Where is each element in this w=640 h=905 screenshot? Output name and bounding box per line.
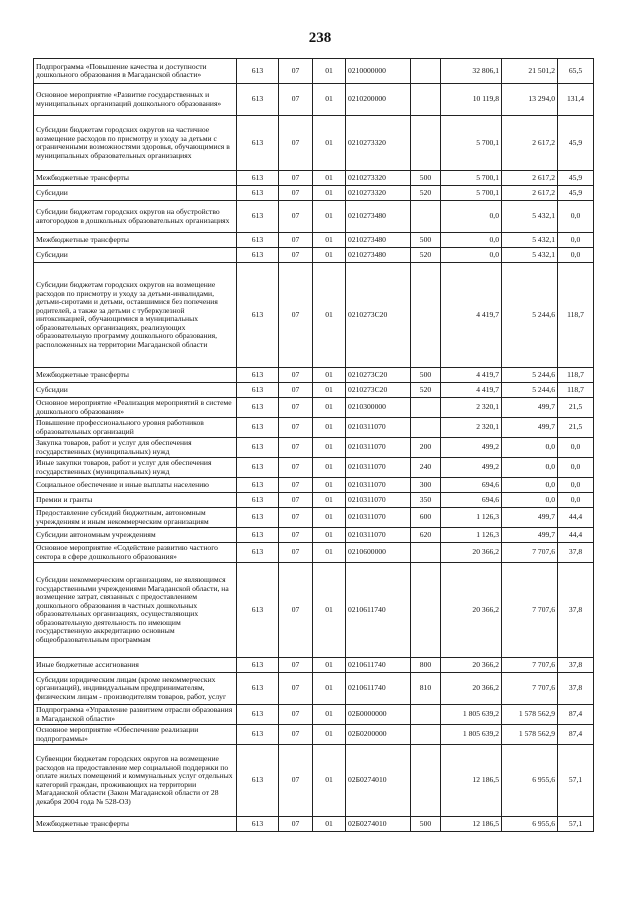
row-planned: 2 320,1 — [441, 418, 502, 438]
row-name: Субсидии бюджетам городских округов на возмещение расходов по присмотру и уходу за детьми-инвалидами, детьми-сиротами и детьми, оставшимися без попечения родителей, а также за детьми с туберкулезной интоксикацией, обучающимися в муниципальных образовательных организациях, реализующих образовательную программу дошкольного образования, расположенных на территории Магаданской области — [34, 263, 237, 368]
row-name: Субсидии бюджетам городских округов на обустройство автогородков в дошкольных образовательных организациях — [34, 201, 237, 233]
row-percent: 0,0 — [558, 201, 594, 233]
row-name: Субсидии — [34, 383, 237, 398]
row-name: Межбюджетные трансферты — [34, 171, 237, 186]
row-code: 613 — [237, 263, 279, 368]
row-percent: 45,9 — [558, 171, 594, 186]
row-subsection: 01 — [313, 745, 346, 817]
row-expense-type — [411, 563, 441, 658]
row-actual: 7 707,6 — [502, 563, 558, 658]
row-planned: 4 419,7 — [441, 368, 502, 383]
row-percent: 87,4 — [558, 725, 594, 745]
table-row — [34, 528, 594, 543]
table-body — [34, 59, 594, 832]
row-code: 613 — [237, 745, 279, 817]
row-subsection: 01 — [313, 493, 346, 508]
row-subsection: 01 — [313, 233, 346, 248]
row-planned: 694,6 — [441, 493, 502, 508]
row-actual: 499,7 — [502, 508, 558, 528]
table-row — [34, 263, 594, 368]
row-article: 02Б0274010 — [346, 817, 411, 832]
row-percent: 0,0 — [558, 458, 594, 478]
row-name: Социальное обеспечение и иные выплаты населению — [34, 478, 237, 493]
row-actual: 499,7 — [502, 398, 558, 418]
row-name: Основное мероприятие «Обеспечение реализации подпрограммы» — [34, 725, 237, 745]
row-subsection: 01 — [313, 528, 346, 543]
row-expense-type — [411, 418, 441, 438]
row-actual: 7 707,6 — [502, 543, 558, 563]
row-article: 0210611740 — [346, 658, 411, 673]
row-section: 07 — [279, 84, 313, 116]
row-name: Субсидии — [34, 248, 237, 263]
row-article: 0210273480 — [346, 248, 411, 263]
row-planned: 1 805 639,2 — [441, 705, 502, 725]
table-row — [34, 745, 594, 817]
row-expense-type — [411, 543, 441, 563]
row-actual: 499,7 — [502, 528, 558, 543]
table-row — [34, 673, 594, 705]
row-code: 613 — [237, 817, 279, 832]
table-row — [34, 233, 594, 248]
row-section: 07 — [279, 725, 313, 745]
row-code: 613 — [237, 368, 279, 383]
row-actual: 2 617,2 — [502, 171, 558, 186]
table-row — [34, 478, 594, 493]
page-number: 238 — [308, 30, 332, 46]
row-code: 613 — [237, 59, 279, 84]
row-percent: 0,0 — [558, 233, 594, 248]
row-name: Предоставление субсидий бюджетным, автономным учреждениям и иным некоммерческим организациям — [34, 508, 237, 528]
row-planned: 10 119,8 — [441, 84, 502, 116]
row-expense-type: 240 — [411, 458, 441, 478]
row-percent: 57,1 — [558, 745, 594, 817]
row-section: 07 — [279, 673, 313, 705]
row-planned: 32 806,1 — [441, 59, 502, 84]
row-expense-type — [411, 59, 441, 84]
row-expense-type: 500 — [411, 368, 441, 383]
row-expense-type: 520 — [411, 186, 441, 201]
table-row — [34, 438, 594, 458]
table-row — [34, 705, 594, 725]
row-article: 0210300000 — [346, 398, 411, 418]
row-section: 07 — [279, 233, 313, 248]
row-code: 613 — [237, 438, 279, 458]
row-article: 0210311070 — [346, 478, 411, 493]
row-percent: 118,7 — [558, 263, 594, 368]
row-article: 0210273480 — [346, 201, 411, 233]
row-name: Иные закупки товаров, работ и услуг для обеспечения государственных (муниципальных) нужд — [34, 458, 237, 478]
row-code: 613 — [237, 563, 279, 658]
row-percent: 37,8 — [558, 658, 594, 673]
row-actual: 5 244,6 — [502, 383, 558, 398]
row-code: 613 — [237, 528, 279, 543]
row-name: Субсидии некоммерческим организациям, не являющимся государственными учреждениями Магаданской области, на возмещение затрат, связанных с предоставлением дошкольного образования в частных дошкольных образовательных организациях, осуществляющих образовательную деятельность по имеющим государственную аккредитацию основным общеобразовательным программам — [34, 563, 237, 658]
row-name: Межбюджетные трансферты — [34, 817, 237, 832]
row-section: 07 — [279, 478, 313, 493]
row-actual: 7 707,6 — [502, 658, 558, 673]
row-subsection: 01 — [313, 458, 346, 478]
row-percent: 0,0 — [558, 438, 594, 458]
row-subsection: 01 — [313, 478, 346, 493]
row-expense-type: 200 — [411, 438, 441, 458]
row-subsection: 01 — [313, 438, 346, 458]
row-name: Субсидии — [34, 186, 237, 201]
row-name: Премии и гранты — [34, 493, 237, 508]
row-expense-type: 350 — [411, 493, 441, 508]
row-article: 0210311070 — [346, 438, 411, 458]
row-article: 0210200000 — [346, 84, 411, 116]
table-row — [34, 186, 594, 201]
row-planned: 4 419,7 — [441, 383, 502, 398]
row-percent: 37,8 — [558, 563, 594, 658]
row-subsection: 01 — [313, 508, 346, 528]
row-percent: 118,7 — [558, 383, 594, 398]
row-subsection: 01 — [313, 171, 346, 186]
row-name: Субсидии автономным учреждениям — [34, 528, 237, 543]
row-section: 07 — [279, 248, 313, 263]
row-section: 07 — [279, 493, 313, 508]
row-percent: 45,9 — [558, 116, 594, 171]
row-section: 07 — [279, 186, 313, 201]
table-row — [34, 458, 594, 478]
budget-table — [33, 58, 594, 832]
row-article: 02Б0000000 — [346, 705, 411, 725]
row-code: 613 — [237, 418, 279, 438]
row-percent: 45,9 — [558, 186, 594, 201]
row-actual: 2 617,2 — [502, 186, 558, 201]
row-planned: 5 700,1 — [441, 116, 502, 171]
row-section: 07 — [279, 116, 313, 171]
row-planned: 1 126,3 — [441, 508, 502, 528]
row-expense-type: 520 — [411, 248, 441, 263]
table-row — [34, 658, 594, 673]
row-section: 07 — [279, 201, 313, 233]
row-code: 613 — [237, 725, 279, 745]
row-name: Межбюджетные трансферты — [34, 233, 237, 248]
row-subsection: 01 — [313, 543, 346, 563]
row-subsection: 01 — [313, 116, 346, 171]
row-name: Субвенции бюджетам городских округов на возмещение расходов на предоставление мер социальной поддержки по оплате жилых помещений и коммунальных услуг отдельных категорий граждан, проживающих на территории Магаданской области (Закон Магаданской области от 28 декабря 2004 года № 528-ОЗ) — [34, 745, 237, 817]
row-code: 613 — [237, 478, 279, 493]
row-name: Межбюджетные трансферты — [34, 368, 237, 383]
row-percent: 87,4 — [558, 705, 594, 725]
row-subsection: 01 — [313, 201, 346, 233]
row-planned: 5 700,1 — [441, 186, 502, 201]
row-section: 07 — [279, 368, 313, 383]
row-code: 613 — [237, 201, 279, 233]
row-subsection: 01 — [313, 817, 346, 832]
row-expense-type: 620 — [411, 528, 441, 543]
table-row — [34, 116, 594, 171]
row-subsection: 01 — [313, 398, 346, 418]
row-actual: 0,0 — [502, 478, 558, 493]
row-code: 613 — [237, 84, 279, 116]
row-percent: 57,1 — [558, 817, 594, 832]
row-percent: 0,0 — [558, 493, 594, 508]
row-actual: 0,0 — [502, 493, 558, 508]
row-article: 0210311070 — [346, 508, 411, 528]
table-row — [34, 563, 594, 658]
row-expense-type: 300 — [411, 478, 441, 493]
table-row — [34, 725, 594, 745]
table-row — [34, 508, 594, 528]
row-article: 0210273С20 — [346, 263, 411, 368]
row-article: 0210311070 — [346, 493, 411, 508]
row-planned: 499,2 — [441, 438, 502, 458]
row-actual: 5 244,6 — [502, 368, 558, 383]
row-article: 0210311070 — [346, 528, 411, 543]
row-planned: 1 126,3 — [441, 528, 502, 543]
row-subsection: 01 — [313, 563, 346, 658]
table-row — [34, 383, 594, 398]
row-expense-type — [411, 263, 441, 368]
row-actual: 7 707,6 — [502, 673, 558, 705]
row-planned: 20 366,2 — [441, 658, 502, 673]
row-article: 0210611740 — [346, 563, 411, 658]
row-name: Основное мероприятие «Содействие развитию частного сектора в сфере дошкольного образования» — [34, 543, 237, 563]
row-subsection: 01 — [313, 725, 346, 745]
row-percent: 21,5 — [558, 418, 594, 438]
row-subsection: 01 — [313, 186, 346, 201]
row-planned: 12 186,5 — [441, 817, 502, 832]
row-article: 0210611740 — [346, 673, 411, 705]
row-name: Закупка товаров, работ и услуг для обеспечения государственных (муниципальных) нужд — [34, 438, 237, 458]
row-expense-type: 500 — [411, 233, 441, 248]
row-subsection: 01 — [313, 658, 346, 673]
row-percent: 131,4 — [558, 84, 594, 116]
row-subsection: 01 — [313, 59, 346, 84]
row-code: 613 — [237, 171, 279, 186]
row-planned: 0,0 — [441, 233, 502, 248]
row-section: 07 — [279, 263, 313, 368]
row-actual: 5 432,1 — [502, 248, 558, 263]
row-actual: 5 432,1 — [502, 233, 558, 248]
table-row — [34, 59, 594, 84]
row-subsection: 01 — [313, 705, 346, 725]
row-article: 0210311070 — [346, 458, 411, 478]
table-row — [34, 817, 594, 832]
row-expense-type: 500 — [411, 171, 441, 186]
row-expense-type: 810 — [411, 673, 441, 705]
row-section: 07 — [279, 745, 313, 817]
table-row — [34, 248, 594, 263]
row-code: 613 — [237, 673, 279, 705]
table-row — [34, 493, 594, 508]
row-planned: 20 366,2 — [441, 563, 502, 658]
table-row — [34, 418, 594, 438]
row-name: Субсидии юридическим лицам (кроме некоммерческих организаций), индивидуальным предпринимателям, физическим лицам - производителям товаров, работ, услуг — [34, 673, 237, 705]
table-row — [34, 201, 594, 233]
row-code: 613 — [237, 658, 279, 673]
row-subsection: 01 — [313, 263, 346, 368]
row-subsection: 01 — [313, 84, 346, 116]
row-section: 07 — [279, 59, 313, 84]
row-code: 613 — [237, 383, 279, 398]
row-expense-type — [411, 201, 441, 233]
row-subsection: 01 — [313, 673, 346, 705]
row-expense-type — [411, 725, 441, 745]
row-actual: 499,7 — [502, 418, 558, 438]
row-actual: 21 501,2 — [502, 59, 558, 84]
row-percent: 21,5 — [558, 398, 594, 418]
row-planned: 4 419,7 — [441, 263, 502, 368]
row-code: 613 — [237, 398, 279, 418]
row-code: 613 — [237, 543, 279, 563]
row-article: 0210600000 — [346, 543, 411, 563]
row-section: 07 — [279, 658, 313, 673]
row-article: 0210000000 — [346, 59, 411, 84]
row-subsection: 01 — [313, 368, 346, 383]
row-section: 07 — [279, 543, 313, 563]
row-percent: 118,7 — [558, 368, 594, 383]
row-actual: 6 955,6 — [502, 817, 558, 832]
row-code: 613 — [237, 248, 279, 263]
row-article: 0210273320 — [346, 186, 411, 201]
table-row — [34, 171, 594, 186]
row-article: 0210273480 — [346, 233, 411, 248]
row-code: 613 — [237, 233, 279, 248]
row-name: Подпрограмма «Управление развитием отрасли образования в Магаданской области» — [34, 705, 237, 725]
row-subsection: 01 — [313, 383, 346, 398]
row-percent: 37,8 — [558, 673, 594, 705]
row-section: 07 — [279, 528, 313, 543]
row-article: 0210273320 — [346, 171, 411, 186]
row-expense-type — [411, 745, 441, 817]
row-section: 07 — [279, 458, 313, 478]
row-percent: 44,4 — [558, 508, 594, 528]
row-actual: 5 432,1 — [502, 201, 558, 233]
row-subsection: 01 — [313, 418, 346, 438]
row-section: 07 — [279, 418, 313, 438]
row-section: 07 — [279, 438, 313, 458]
row-actual: 1 578 562,9 — [502, 705, 558, 725]
row-planned: 1 805 639,2 — [441, 725, 502, 745]
row-percent: 0,0 — [558, 248, 594, 263]
row-actual: 2 617,2 — [502, 116, 558, 171]
row-article: 0210311070 — [346, 418, 411, 438]
row-article: 0210273С20 — [346, 368, 411, 383]
row-planned: 2 320,1 — [441, 398, 502, 418]
row-actual: 0,0 — [502, 458, 558, 478]
row-planned: 5 700,1 — [441, 171, 502, 186]
row-section: 07 — [279, 705, 313, 725]
row-percent: 37,8 — [558, 543, 594, 563]
row-planned: 0,0 — [441, 248, 502, 263]
row-percent: 44,4 — [558, 528, 594, 543]
row-planned: 499,2 — [441, 458, 502, 478]
table-row — [34, 398, 594, 418]
row-code: 613 — [237, 186, 279, 201]
row-planned: 20 366,2 — [441, 543, 502, 563]
row-actual: 5 244,6 — [502, 263, 558, 368]
row-code: 613 — [237, 508, 279, 528]
row-percent: 65,5 — [558, 59, 594, 84]
row-code: 613 — [237, 116, 279, 171]
row-name: Подпрограмма «Повышение качества и доступности дошкольного образования в Магаданской области» — [34, 59, 237, 84]
row-section: 07 — [279, 508, 313, 528]
row-section: 07 — [279, 398, 313, 418]
row-planned: 0,0 — [441, 201, 502, 233]
row-section: 07 — [279, 817, 313, 832]
table-row — [34, 543, 594, 563]
row-planned: 20 366,2 — [441, 673, 502, 705]
row-code: 613 — [237, 705, 279, 725]
row-code: 613 — [237, 458, 279, 478]
row-name: Повышение профессионального уровня работников образовательных организаций — [34, 418, 237, 438]
row-actual: 6 955,6 — [502, 745, 558, 817]
row-planned: 694,6 — [441, 478, 502, 493]
row-section: 07 — [279, 563, 313, 658]
row-actual: 1 578 562,9 — [502, 725, 558, 745]
row-name: Субсидии бюджетам городских округов на частичное возмещение расходов по присмотру и уходу за детьми с ограниченными возможностями здоровья, обучающимися в муниципальных образовательных организациях — [34, 116, 237, 171]
row-section: 07 — [279, 171, 313, 186]
row-expense-type: 500 — [411, 817, 441, 832]
row-expense-type — [411, 705, 441, 725]
row-actual: 13 294,0 — [502, 84, 558, 116]
row-section: 07 — [279, 383, 313, 398]
row-name: Иные бюджетные ассигнования — [34, 658, 237, 673]
row-code: 613 — [237, 493, 279, 508]
row-expense-type — [411, 398, 441, 418]
row-expense-type: 600 — [411, 508, 441, 528]
row-actual: 0,0 — [502, 438, 558, 458]
row-article: 0210273С20 — [346, 383, 411, 398]
row-expense-type: 800 — [411, 658, 441, 673]
row-name: Основное мероприятие «Реализация мероприятий в системе дошкольного образования» — [34, 398, 237, 418]
row-article: 02Б0200000 — [346, 725, 411, 745]
row-expense-type — [411, 84, 441, 116]
row-article: 02Б0274010 — [346, 745, 411, 817]
row-name: Основное мероприятие «Развитие государственных и муниципальных организаций дошкольного образования» — [34, 84, 237, 116]
row-expense-type — [411, 116, 441, 171]
row-expense-type: 520 — [411, 383, 441, 398]
row-percent: 0,0 — [558, 478, 594, 493]
row-planned: 12 186,5 — [441, 745, 502, 817]
table-row — [34, 84, 594, 116]
row-subsection: 01 — [313, 248, 346, 263]
table-row — [34, 368, 594, 383]
row-article: 0210273320 — [346, 116, 411, 171]
